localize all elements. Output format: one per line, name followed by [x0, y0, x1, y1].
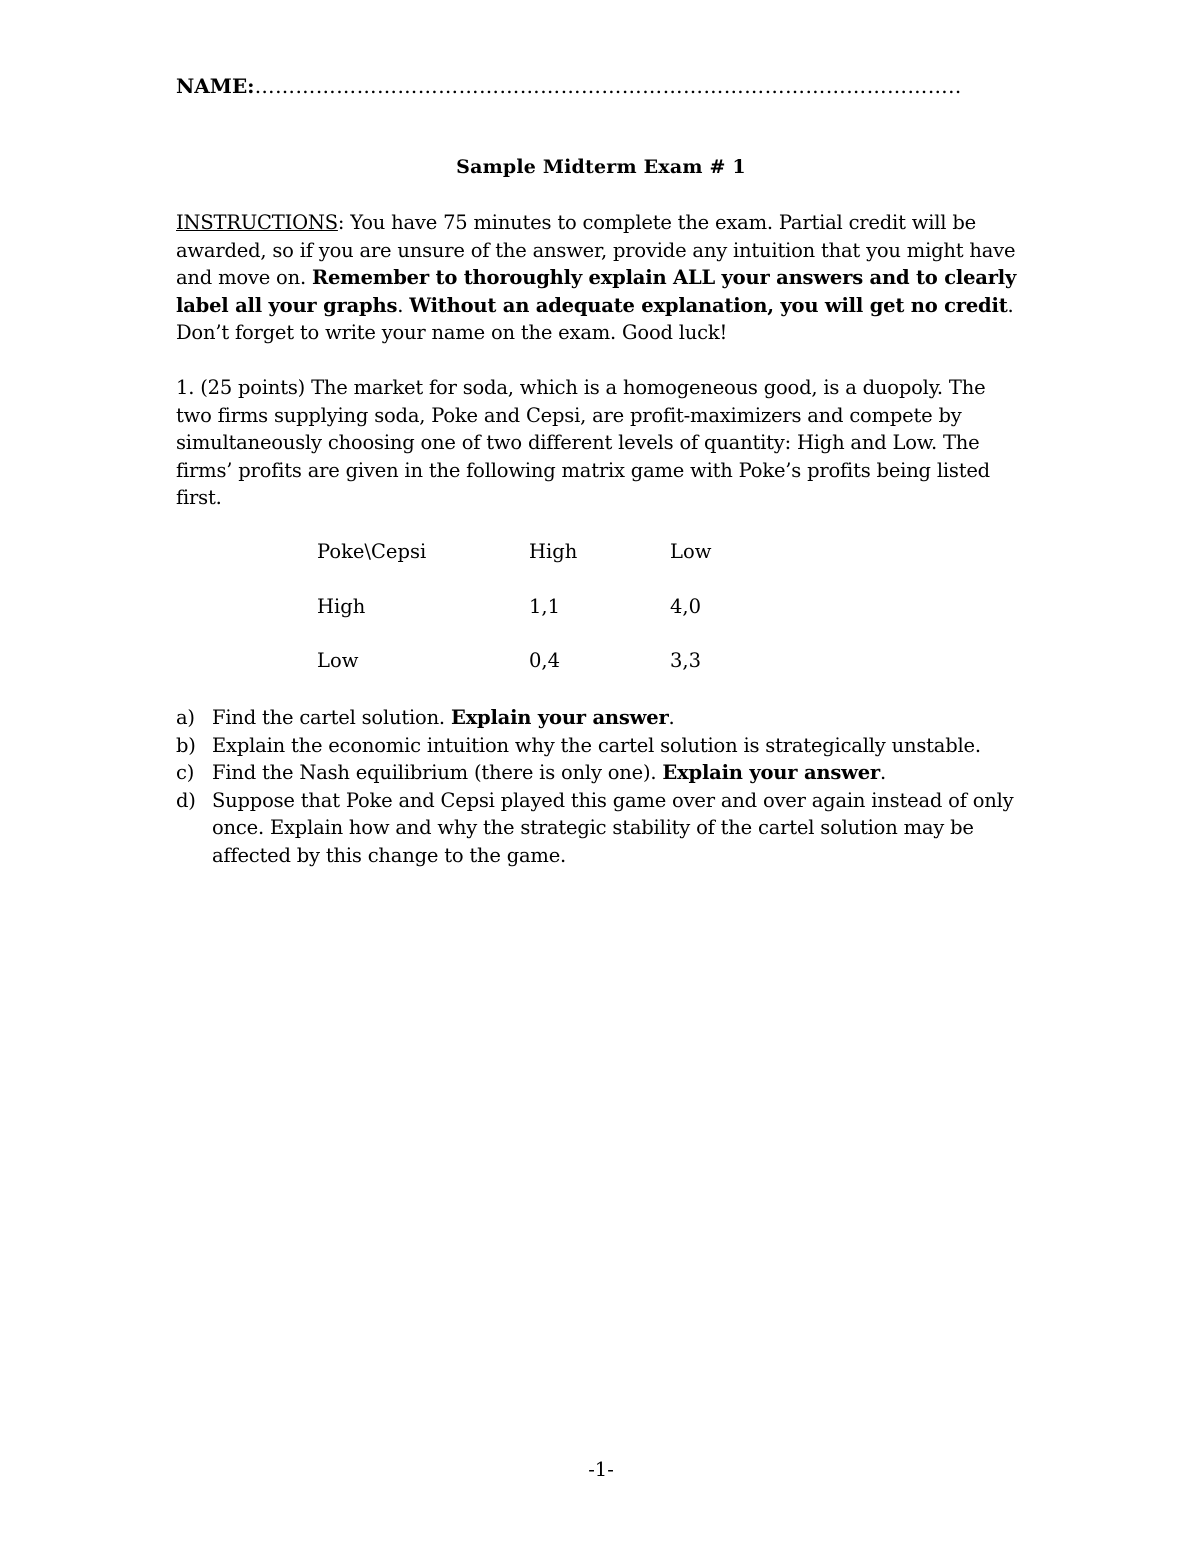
- part-text-plain: Explain the economic intuition why the cartel solution is strategically unstable.: [212, 733, 981, 757]
- matrix-corner-label: Poke\Cepsi: [317, 540, 427, 563]
- payoff-matrix: [317, 540, 770, 704]
- part-text-plain: Suppose that Poke and Cepsi played this game over and over again instead of only once. Explain how and why the strategic stability of the cartel solution may be affected by this change to the game.: [212, 788, 1014, 867]
- matrix-cell: 3,3: [670, 649, 702, 672]
- question-part-b: [176, 732, 1026, 760]
- matrix-row-label: High: [317, 594, 366, 618]
- part-letter: b): [176, 733, 196, 757]
- instructions-text-3: . Don’t forget to write your name on the exam. Good luck!: [176, 293, 1014, 344]
- part-text: [212, 787, 1026, 870]
- matrix-row-high: [317, 595, 770, 650]
- question-part-a: [176, 704, 1026, 732]
- part-letter: d): [176, 788, 196, 812]
- matrix-row-low: [317, 649, 770, 704]
- part-text-plain: Find the cartel solution.: [212, 706, 451, 729]
- question-1: 1. (25 points) The market for soda, which is a homogeneous good, is a duopoly. The two firms supplying soda, Poke and Cepsi, are profit-maximizers and compete by simultaneously choosing one of two different levels of quantity: High and Low. The firms’ profits are given in the following matrix game with Poke’s profits being listed first.: [176, 376, 990, 509]
- part-text-tail: .: [668, 706, 675, 729]
- exam-title: Sample Midterm Exam # 1: [456, 156, 746, 178]
- question-parts-list: [176, 704, 1026, 869]
- matrix-cell: 0,4: [529, 649, 561, 672]
- part-text: [212, 759, 1026, 787]
- name-line: [176, 74, 962, 98]
- matrix-col-header-low: Low: [670, 540, 712, 563]
- part-letter: c): [176, 761, 195, 784]
- part-text: [212, 732, 1026, 760]
- name-blank: …………………………………………………………………………………………..: [254, 74, 962, 98]
- part-text: [212, 704, 1026, 732]
- matrix-row-label: Low: [317, 649, 359, 672]
- instructions-paragraph: [176, 209, 1026, 347]
- part-text-tail: .: [880, 761, 886, 784]
- instructions-text-2: .: [397, 293, 410, 317]
- page-number: -1-: [588, 1458, 614, 1481]
- part-text-bold: Explain your answer: [450, 706, 669, 729]
- instructions-text-1: You have 75 minutes to complete the exam. Partial credit will be awarded, so if you are unsure of the answer, provide any intuition that you might have and move on.: [176, 211, 1016, 289]
- question-part-d: [176, 787, 1026, 870]
- matrix-col-header-high: High: [529, 540, 578, 563]
- question-part-c: [176, 759, 1026, 787]
- part-letter: a): [176, 706, 195, 729]
- instructions-bold-2: Without an adequate explanation, you will get no credit: [409, 293, 1008, 317]
- matrix-cell: 1,1: [529, 594, 561, 618]
- instructions-colon: :: [337, 211, 345, 234]
- matrix-cell: 4,0: [670, 594, 702, 618]
- part-text-plain: Find the Nash equilibrium (there is only one).: [212, 761, 663, 784]
- name-label: NAME:: [176, 74, 255, 98]
- instructions-bold-1: Remember to thoroughly explain ALL your answers and to clearly label all your graphs: [176, 266, 1017, 317]
- part-text-bold: Explain your answer: [662, 761, 880, 784]
- matrix-header-row: [317, 540, 770, 595]
- instructions-label: INSTRUCTIONS: [176, 211, 338, 234]
